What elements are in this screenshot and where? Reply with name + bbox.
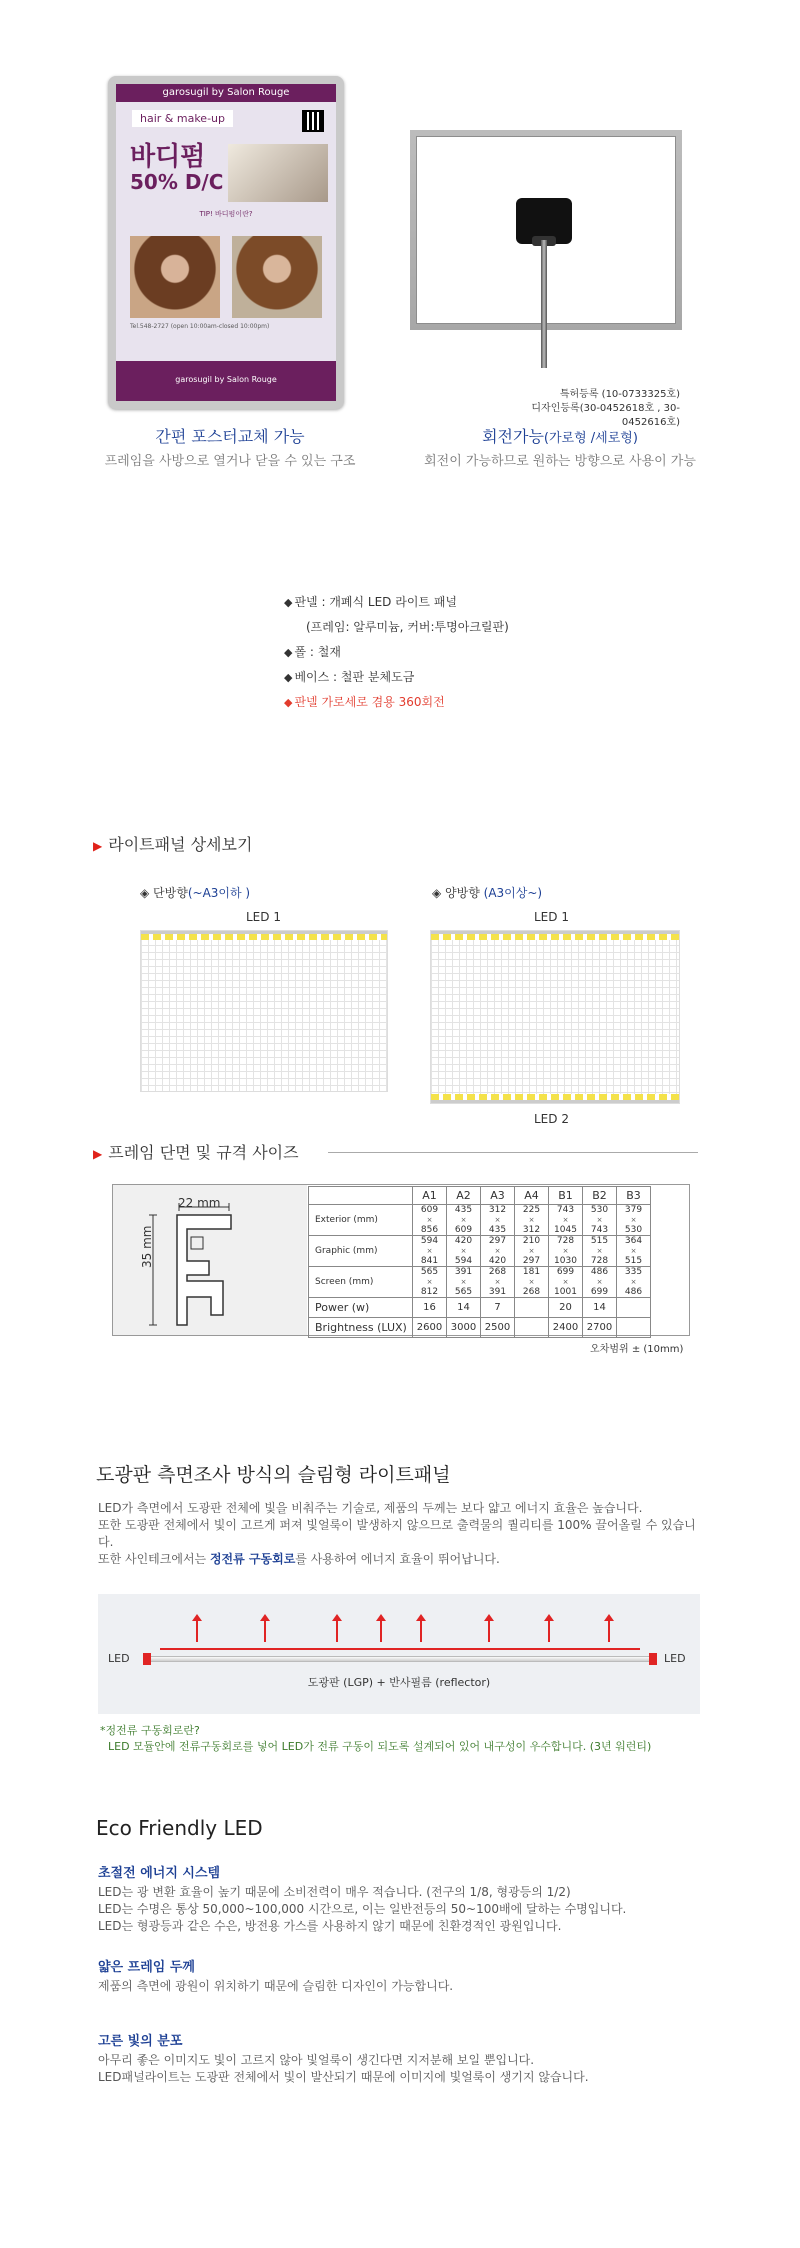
double-direction-panel	[430, 930, 680, 1104]
note-question: *정전류 구동회로란?	[100, 1724, 200, 1737]
light-arrow-icon	[608, 1620, 610, 1642]
cell-h: 268	[522, 1287, 541, 1297]
table-cell	[617, 1318, 651, 1338]
eco-heading-even: 고른 빛의 분포	[98, 2034, 183, 2049]
table-cell	[447, 1205, 481, 1236]
eco-line: 아무리 좋은 이미지도 빛이 고르지 않아 빛얼룩이 생긴다면 지저분해 보일 뿐입니다.	[98, 2053, 535, 2067]
spec-pole	[284, 640, 584, 665]
spec-base	[284, 665, 584, 690]
table-cell: 14	[583, 1298, 617, 1318]
table-row	[309, 1236, 651, 1267]
cell-h: 728	[590, 1256, 609, 1266]
times-icon: ×	[528, 1216, 535, 1224]
frame-heading-text: 프레임 단면 및 규격 사이즈	[108, 1143, 299, 1162]
light-arrow-icon	[488, 1620, 490, 1642]
triangle-bullet-icon: ▶	[93, 1147, 103, 1161]
triangle-bullet-icon: ▶	[93, 839, 103, 853]
light-guide-plate	[150, 1656, 650, 1662]
times-icon: ×	[596, 1278, 603, 1286]
tolerance-note: 오차범위 ± (10mm)	[590, 1344, 684, 1355]
times-icon: ×	[562, 1247, 569, 1255]
cell-h: 530	[624, 1225, 643, 1235]
cell-w: 699	[556, 1267, 575, 1277]
diamond-bullet-icon: ◆	[284, 596, 293, 609]
table-cell	[515, 1267, 549, 1298]
table-cell	[617, 1205, 651, 1236]
caption-poster-change	[70, 424, 390, 469]
times-icon: ×	[494, 1278, 501, 1286]
cell-w: 364	[624, 1236, 643, 1246]
spec-panel-text: 판넬 : 개폐식 LED 라이트 패널	[294, 595, 458, 609]
led-left-icon	[143, 1653, 151, 1665]
single-range-text: (~A3이하 )	[187, 886, 251, 900]
caption-title	[385, 424, 735, 447]
cell-w: 312	[488, 1205, 507, 1215]
lgp-para-3-post: 를 사용하여 에너지 효율이 뛰어납니다.	[295, 1552, 500, 1566]
light-arrow-icon	[380, 1620, 382, 1642]
light-panel-heading-text: 라이트패널 상세보기	[108, 835, 253, 854]
cell-w: 594	[420, 1236, 439, 1246]
table-cell	[617, 1298, 651, 1318]
col-b1: B1	[549, 1187, 583, 1205]
eco-line: LED는 광 변환 효율이 높기 때문에 소비전력이 매우 적습니다. (전구의 1/8, 형광등의 1/2)	[98, 1885, 571, 1899]
spec-rotate	[284, 690, 584, 715]
lgp-caption: 도광판 (LGP) + 반사필름 (reflector)	[307, 1676, 491, 1689]
times-icon: ×	[460, 1216, 467, 1224]
caption-title-main: 회전가능	[482, 427, 544, 446]
light-arrow-icon	[196, 1620, 198, 1642]
eco-line: LED패널라이트는 도광판 전체에서 빛이 발산되기 때문에 이미지에 빛얼룩이 생기지 않습니다.	[98, 2070, 589, 2084]
row-label: Brightness (LUX)	[309, 1318, 413, 1338]
table-cell	[515, 1318, 549, 1338]
single-led-top: LED 1	[246, 910, 281, 924]
table-cell: 16	[413, 1298, 447, 1318]
double-range-text: (A3이상~)	[483, 886, 543, 900]
eco-heading-thin: 얇은 프레임 두께	[98, 1960, 195, 1975]
diamond-bullet-icon: ◆	[284, 671, 293, 684]
row-label: Power (w)	[309, 1298, 413, 1318]
spec-panel	[284, 590, 584, 615]
spec-pole-text: 폴 : 철재	[294, 645, 341, 659]
light-arrow-icon	[548, 1620, 550, 1642]
table-cell	[447, 1267, 481, 1298]
table-cell: 20	[549, 1298, 583, 1318]
cell-h: 594	[454, 1256, 473, 1266]
cell-h: 435	[488, 1225, 507, 1235]
single-direction-panel	[140, 930, 388, 1092]
spec-rotate-text: 판넬 가로세로 겸용 360회전	[294, 695, 445, 709]
single-direction-label: ◈ 단방향(~A3이하 )	[140, 886, 251, 900]
table-cell	[413, 1267, 447, 1298]
eco-line: LED는 수명은 통상 50,000~100,000 시간으로, 이는 일반전등의 50~100배에 달하는 수명입니다.	[98, 1902, 627, 1916]
lgp-para-3-bold: 정전류 구동회로	[209, 1552, 296, 1566]
times-icon: ×	[494, 1247, 501, 1255]
table-cell	[481, 1205, 515, 1236]
cell-h: 856	[420, 1225, 439, 1235]
led-strip	[141, 934, 387, 940]
cell-w: 210	[522, 1236, 541, 1246]
poster-info: Tel.548-2727 (open 10:00am-closed 10:00pm)	[130, 323, 270, 330]
caption-title-small: (가로형 /세로형)	[543, 431, 638, 446]
table-cell	[515, 1298, 549, 1318]
light-path-line	[160, 1648, 640, 1650]
table-cell: 3000	[447, 1318, 481, 1338]
col-b3: B3	[617, 1187, 651, 1205]
table-cell	[481, 1267, 515, 1298]
times-icon: ×	[562, 1216, 569, 1224]
cell-w: 530	[590, 1205, 609, 1215]
eco-heading-energy: 초절전 에너지 시스템	[98, 1866, 221, 1881]
patent-line-2: 디자인등록(30-0452618호 , 30-0452616호)	[531, 403, 680, 428]
table-cell	[617, 1236, 651, 1267]
table-row	[309, 1205, 651, 1236]
table-cell	[549, 1236, 583, 1267]
stand-pole	[541, 240, 547, 368]
times-icon: ×	[494, 1216, 501, 1224]
row-label: Graphic (mm)	[309, 1236, 413, 1267]
cell-h: 565	[454, 1287, 473, 1297]
poster-subtitle: hair & make-up	[132, 110, 233, 127]
times-icon: ×	[596, 1216, 603, 1224]
cell-h: 312	[522, 1225, 541, 1235]
table-cell	[617, 1267, 651, 1298]
poster-brand-bottom: garosugil by Salon Rouge	[116, 361, 336, 401]
times-icon: ×	[630, 1278, 637, 1286]
lgp-body	[98, 1500, 698, 1568]
cell-w: 268	[488, 1267, 507, 1277]
light-arrow-icon	[264, 1620, 266, 1642]
poster-frame-image	[108, 76, 344, 409]
table-cell	[413, 1205, 447, 1236]
poster-headline: 바디펌	[130, 142, 206, 172]
row-label: Exterior (mm)	[309, 1205, 413, 1236]
times-icon: ×	[630, 1216, 637, 1224]
single-label-text: 단방향	[153, 886, 188, 900]
cell-h: 1045	[554, 1225, 577, 1235]
light-arrow-icon	[336, 1620, 338, 1642]
note-answer: LED 모듈안에 전류구동회로를 넣어 LED가 전류 구동이 되도록 설계되어 있어 내구성이 우수합니다. (3년 워런티)	[108, 1740, 652, 1753]
table-cell	[583, 1267, 617, 1298]
double-direction-label: ◈ 양방향 (A3이상~)	[432, 886, 543, 900]
eco-body-thin	[98, 1978, 708, 1995]
diamond-bullet-icon: ◆	[284, 646, 293, 659]
width-dimension: 22 mm	[178, 1196, 221, 1210]
cell-w: 486	[590, 1267, 609, 1277]
led-right-label: LED	[664, 1652, 686, 1665]
times-icon: ×	[460, 1278, 467, 1286]
lgp-para-3-pre: 또한 사인테크에서는	[98, 1552, 210, 1566]
poster-tip: TIP! 바디펌이란?	[199, 210, 253, 218]
table-cell	[549, 1267, 583, 1298]
patent-line-1: 특허등록 (10-0733325호)	[559, 389, 680, 400]
cell-h: 297	[522, 1256, 541, 1266]
times-icon: ×	[426, 1216, 433, 1224]
cell-h: 841	[420, 1256, 439, 1266]
table-header-row	[309, 1187, 651, 1205]
eco-body-energy	[98, 1884, 708, 1935]
table-row	[309, 1318, 651, 1338]
cell-h: 1030	[554, 1256, 577, 1266]
cell-h: 420	[488, 1256, 507, 1266]
cell-w: 391	[454, 1267, 473, 1277]
col-a4: A4	[515, 1187, 549, 1205]
double-led-bottom: LED 2	[534, 1112, 569, 1126]
sample-poster	[116, 84, 336, 401]
lgp-diagram	[98, 1594, 700, 1714]
times-icon: ×	[528, 1278, 535, 1286]
table-cell: 7	[481, 1298, 515, 1318]
cell-h: 391	[488, 1287, 507, 1297]
lgp-title: 도광판 측면조사 방식의 슬림형 라이트패널	[96, 1464, 451, 1486]
cell-h: 743	[590, 1225, 609, 1235]
spec-panel-detail: (프레임: 알루미늄, 커버:투명아크릴판)	[306, 620, 509, 634]
eco-body-even	[98, 2052, 708, 2086]
caption-sub: 회전이 가능하므로 원하는 방향으로 사용이 가능	[424, 454, 696, 469]
times-icon: ×	[460, 1247, 467, 1255]
times-icon: ×	[528, 1247, 535, 1255]
cell-w: 420	[454, 1236, 473, 1246]
table-cell: 2700	[583, 1318, 617, 1338]
double-label-text: 양방향	[445, 886, 480, 900]
row-label: Screen (mm)	[309, 1267, 413, 1298]
lgp-para-3	[98, 1551, 698, 1568]
spec-list	[284, 590, 584, 715]
times-icon: ×	[426, 1247, 433, 1255]
led-bar	[431, 1100, 679, 1103]
times-icon: ×	[426, 1278, 433, 1286]
led-strip	[431, 934, 679, 940]
table-cell: 2400	[549, 1318, 583, 1338]
table-cell	[447, 1236, 481, 1267]
spec-base-text: 베이스 : 철판 분체도금	[294, 670, 415, 684]
cell-w: 435	[454, 1205, 473, 1215]
cell-w: 181	[522, 1267, 541, 1277]
divider	[328, 1152, 698, 1153]
lgp-para-1: LED가 측면에서 도광판 전체에 빛을 비춰주는 기술로, 제품의 두께는 보다 얇고 에너지 효율은 높습니다.	[98, 1501, 643, 1515]
times-icon: ×	[630, 1247, 637, 1255]
col-a1: A1	[413, 1187, 447, 1205]
caption-rotation	[385, 424, 735, 469]
led-right-icon	[649, 1653, 657, 1665]
cell-w: 379	[624, 1205, 643, 1215]
qr-code-icon	[302, 110, 324, 132]
times-icon: ×	[596, 1247, 603, 1255]
size-table	[308, 1186, 651, 1338]
hair-photo-1	[130, 236, 220, 318]
cell-h: 1001	[554, 1287, 577, 1297]
cell-h: 486	[624, 1287, 643, 1297]
salon-photo	[228, 144, 328, 202]
col-a2: A2	[447, 1187, 481, 1205]
eco-line: LED는 형광등과 같은 수은, 방전용 가스를 사용하지 않기 때문에 친환경적인 광원입니다.	[98, 1919, 562, 1933]
table-cell	[583, 1205, 617, 1236]
table-cell	[549, 1205, 583, 1236]
depth-dimension: 35 mm	[140, 1225, 154, 1268]
poster-discount: 50% D/C	[130, 170, 224, 194]
lgp-para-2: 또한 도광판 전체에서 빛이 고르게 퍼져 빛얼룩이 발생하지 않으므로 출력물의 퀄리티를 100% 끌어올릴 수 있습니다.	[98, 1518, 696, 1549]
cell-w: 743	[556, 1205, 575, 1215]
table-row	[309, 1267, 651, 1298]
eco-title: Eco Friendly LED	[96, 1816, 263, 1840]
cell-w: 297	[488, 1236, 507, 1246]
poster-brand-top: garosugil by Salon Rouge	[116, 84, 336, 102]
cell-w: 728	[556, 1236, 575, 1246]
cell-w: 565	[420, 1267, 439, 1277]
table-cell	[481, 1236, 515, 1267]
cell-h: 812	[420, 1287, 439, 1297]
table-cell	[413, 1236, 447, 1267]
table-cell: 14	[447, 1298, 481, 1318]
times-icon: ×	[562, 1278, 569, 1286]
light-panel-heading	[93, 832, 252, 855]
table-cell	[583, 1236, 617, 1267]
table-cell: 2500	[481, 1318, 515, 1338]
cell-h: 515	[624, 1256, 643, 1266]
double-led-top: LED 1	[534, 910, 569, 924]
eco-line: 제품의 측면에 광원이 위치하기 때문에 슬림한 디자인이 가능합니다.	[98, 1979, 454, 1993]
cell-h: 609	[454, 1225, 473, 1235]
table-cell: 2600	[413, 1318, 447, 1338]
hair-photo-2	[232, 236, 322, 318]
table-cell	[515, 1236, 549, 1267]
light-arrow-icon	[420, 1620, 422, 1642]
caption-title: 간편 포스터교체 가능	[155, 427, 305, 446]
diamond-bullet-icon: ◆	[284, 696, 293, 709]
col-a3: A3	[481, 1187, 515, 1205]
table-corner	[309, 1187, 413, 1205]
table-cell	[515, 1205, 549, 1236]
cell-w: 609	[420, 1205, 439, 1215]
frame-heading	[93, 1140, 299, 1163]
cell-w: 335	[624, 1267, 643, 1277]
col-b2: B2	[583, 1187, 617, 1205]
cell-h: 699	[590, 1287, 609, 1297]
table-row	[309, 1298, 651, 1318]
led-left-label: LED	[108, 1652, 130, 1665]
caption-sub: 프레임을 사방으로 열거나 닫을 수 있는 구조	[104, 454, 356, 469]
cell-w: 515	[590, 1236, 609, 1246]
cell-w: 225	[522, 1205, 541, 1215]
